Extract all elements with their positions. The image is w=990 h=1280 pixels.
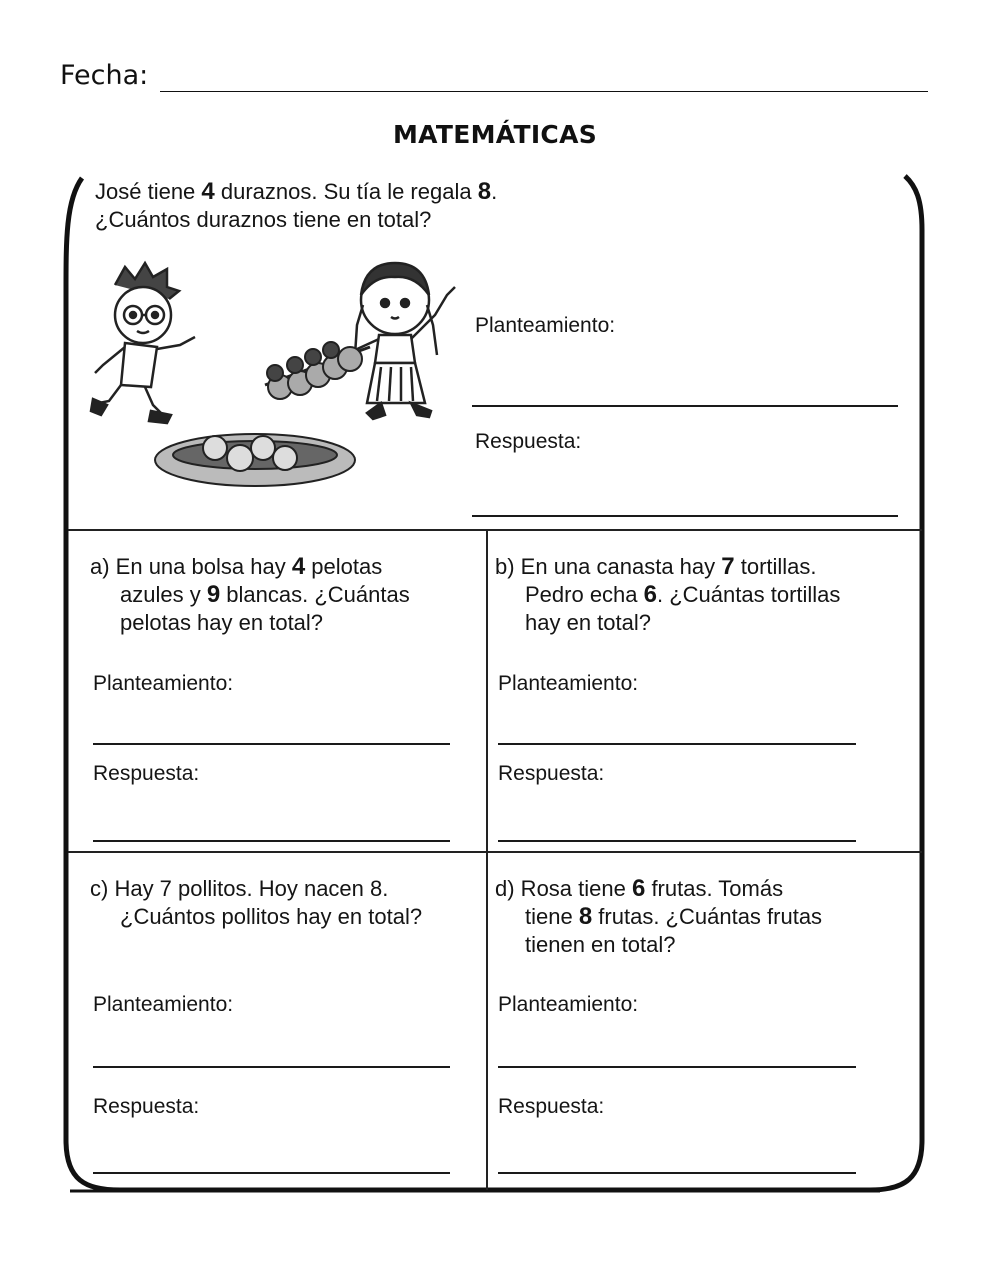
children-peaches-illustration (85, 255, 475, 505)
problem-c-planteamiento-label: Planteamiento: (93, 993, 234, 1016)
problem-b-respuesta-label: Respuesta: (498, 762, 605, 785)
main-problem-line1-start: José tiene (95, 179, 202, 204)
problem-c-planteamiento-line[interactable] (93, 1066, 450, 1068)
problem-d-planteamiento-label: Planteamiento: (498, 993, 639, 1016)
main-problem-line1-mid: duraznos. Su tía le regala (214, 179, 478, 204)
boy-figure (91, 263, 195, 423)
problem-d-text: d) Rosa tiene 6 frutas. Tomás tiene 8 frutas. ¿Cuántas frutas tienen en total? (495, 875, 823, 957)
main-problem-line1-end: . (491, 179, 498, 204)
main-planteamiento-label: Planteamiento: (475, 314, 616, 337)
problem-a-planteamiento-label: Planteamiento: (93, 672, 234, 695)
problem-a-text: a) En una bolsa hay 4 pelotas azules y 9 blancas. ¿Cuántas pelotas hay en total? (90, 553, 410, 635)
problem-a-letter: a) (90, 554, 110, 579)
main-problem-number-2: 8 (477, 178, 492, 205)
problem-d-respuesta-line[interactable] (498, 1172, 856, 1174)
main-problem-text (95, 178, 497, 234)
problem-a-planteamiento-line[interactable] (93, 743, 450, 745)
main-problem-question: ¿Cuántos duraznos tiene en total? (95, 207, 432, 232)
problem-c-respuesta-line[interactable] (93, 1172, 450, 1174)
peach-branch (265, 342, 370, 399)
problem-d-respuesta-label: Respuesta: (498, 1095, 605, 1118)
main-planteamiento-line[interactable] (472, 405, 898, 407)
problem-d-planteamiento-line[interactable] (498, 1066, 856, 1068)
problem-a-respuesta-label: Respuesta: (93, 762, 200, 785)
main-problem-number-1: 4 (201, 178, 215, 205)
problem-b-planteamiento-line[interactable] (498, 743, 856, 745)
main-respuesta-label: Respuesta: (475, 430, 582, 453)
problem-b-planteamiento-label: Planteamiento: (498, 672, 639, 695)
page-title: MATEMÁTICAS (392, 120, 598, 149)
problem-c-letter: c) (90, 876, 109, 901)
problem-b-letter: b) (495, 554, 515, 579)
problem-c-text: c) Hay 7 pollitos. Hoy nacen 8. ¿Cuántos pollitos hay en total? (90, 876, 423, 929)
problem-a-respuesta-line[interactable] (93, 840, 450, 842)
problem-b-respuesta-line[interactable] (498, 840, 856, 842)
date-label: Fecha: (60, 60, 149, 91)
problem-c-respuesta-label: Respuesta: (93, 1095, 200, 1118)
girl-figure (355, 263, 455, 419)
peach-bowl (155, 434, 355, 486)
problem-b-text: b) En una canasta hay 7 tortillas. Pedro echa 6. ¿Cuántas tortillas hay en total? (495, 553, 841, 635)
problem-d-letter: d) (495, 876, 515, 901)
main-respuesta-line[interactable] (472, 515, 898, 517)
